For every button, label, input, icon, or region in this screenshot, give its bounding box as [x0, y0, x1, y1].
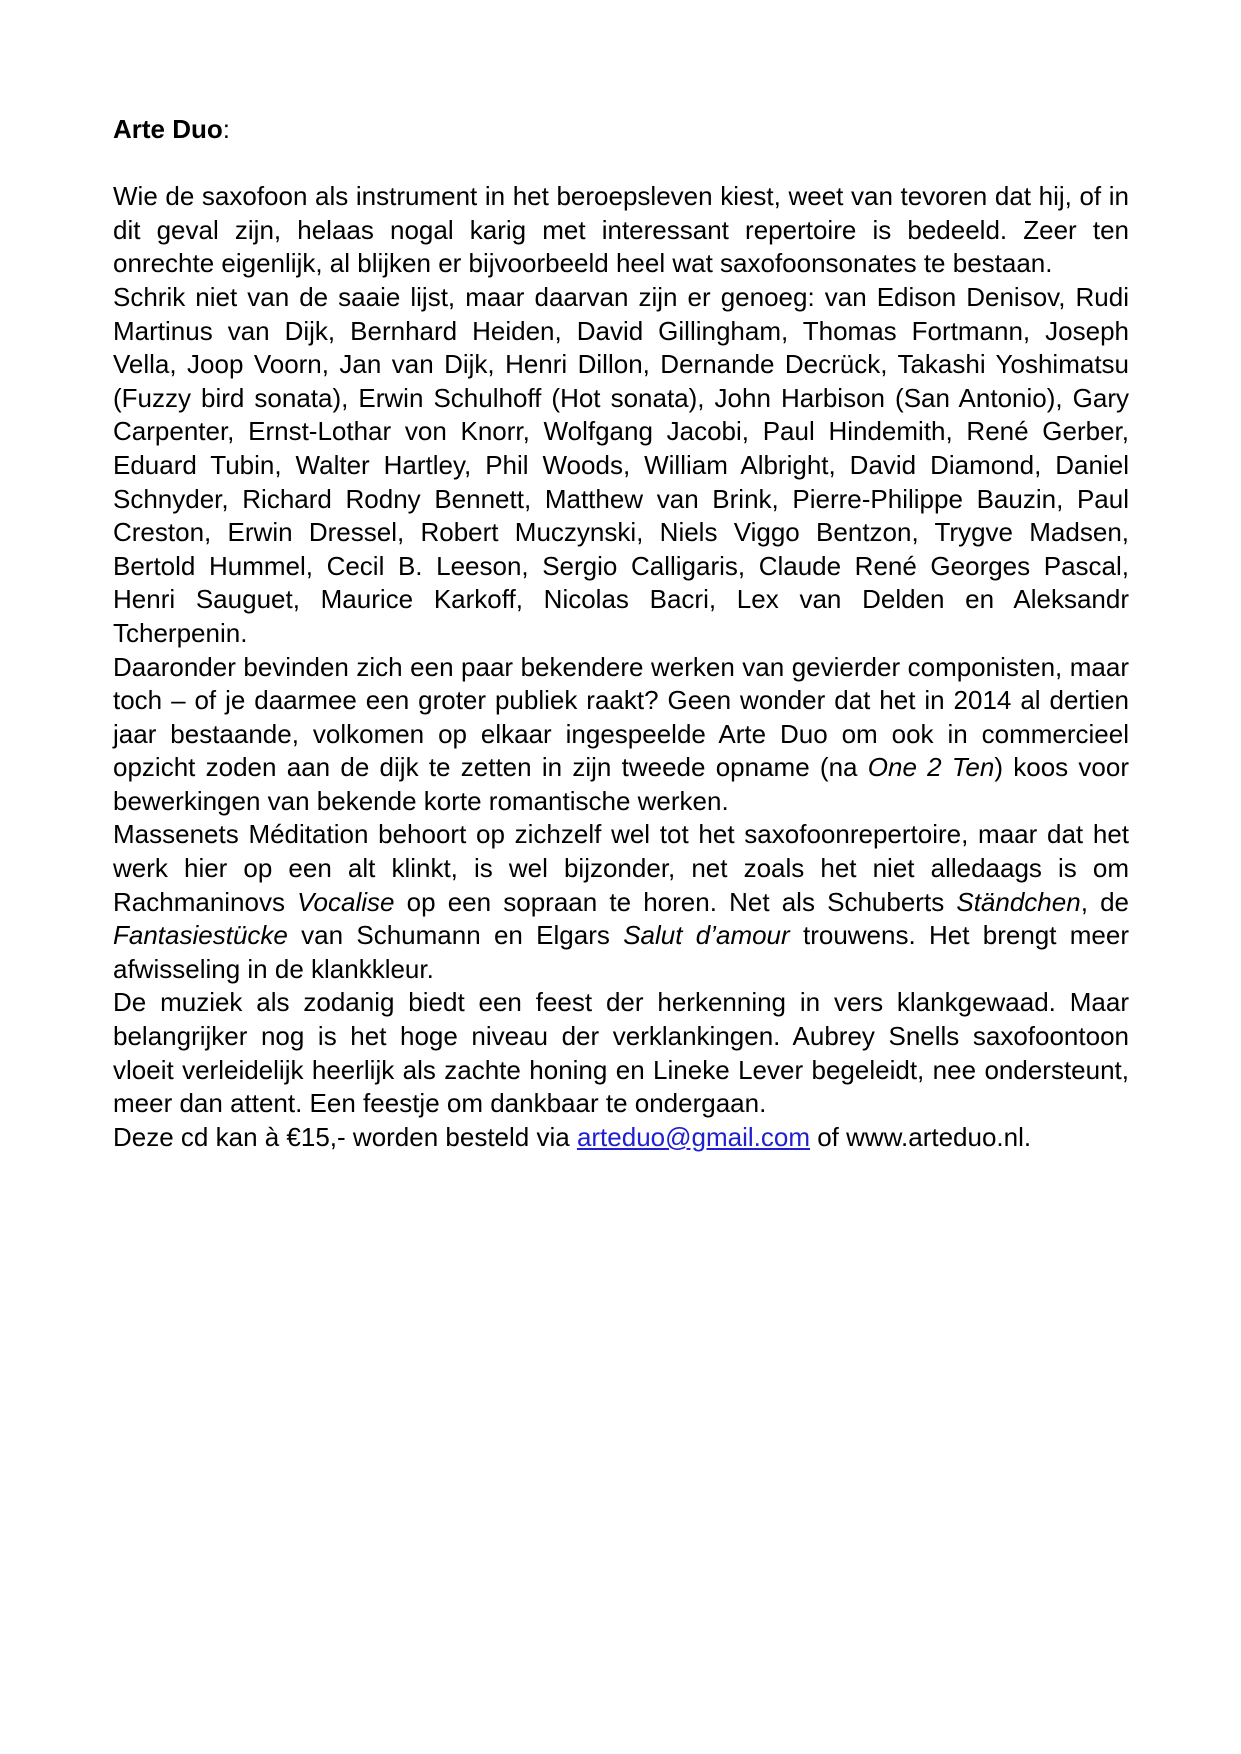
title-colon: :: [222, 114, 231, 144]
paragraph-composer-list: Schrik niet van de saaie lijst, maar daarvan zijn er genoeg: van Edison Denisov, Rudi Martinus van Dijk, Bernhard Heiden, David Gillingham, Thomas Fortmann, Joseph Vella, Joop Voorn, Jan van Dijk, Henri Dillon, Dernande Decrück, Takashi Yoshimatsu (Fuzzy bird sonata), Erwin Schulhoff (Hot sonata), John Harbison (San Antonio), Gary Carpenter, Ernst-Lothar von Knorr, Wolfgang Jacobi, Paul Hindemith, René Gerber, Eduard Tubin, Walter Hartley, Phil Woods, William Albright, David Diamond, Daniel Schnyder, Richard Rodny Bennett, Matthew van Brink, Pierre-Philippe Bauzin, Paul Creston, Erwin Dressel, Robert Muczynski, Niels Viggo Bentzon, Trygve Madsen, Bertold Hummel, Cecil B. Leeson, Sergio Calligaris, Claude René Georges Pascal, Henri Sauguet, Maurice Karkoff, Nicolas Bacri, Lex van Delden en Aleksandr Tcherpenin.: [113, 281, 1129, 648]
text-run: , de: [1080, 886, 1129, 917]
paragraph-review: De muziek als zodanig biedt een feest der herkenning in vers klankgewaad. Maar belangrijker nog is het hoge niveau der verklankingen. Aubrey Snells saxofoontoon vloeit verleidelijk heerlijk als zachte honing en Lineke Lever begeleidt, nee ondersteunt, meer dan attent. Een feestje om dankbaar te ondergaan.: [113, 987, 1129, 1119]
article-title: [113, 113, 1129, 147]
text-run: ) koos voor bewerkingen van bekende korte romantische werken.: [113, 752, 1130, 816]
work-title-vocalise: Vocalise: [297, 886, 395, 917]
work-title-fantasiestucke: Fantasiestücke: [113, 920, 288, 951]
work-title-salut-damour: Salut d’amour: [623, 920, 790, 951]
text-run: trouwens. Het brengt meer afwisseling in de klankkleur.: [113, 920, 1129, 984]
text-run: Massenets Méditation behoort op zichzelf wel tot het saxofoonrepertoire, maar dat het werk hier op een alt klinkt, is wel bijzonder, net zoals het niet alledaags is om Rachmaninovs: [113, 819, 1129, 917]
title-bold: Arte Duo: [113, 114, 223, 144]
text-run: Deze cd kan à €15,- worden besteld via: [113, 1121, 577, 1152]
text-run: van Schumann en Elgars: [287, 920, 624, 951]
work-title-standchen: Ständchen: [956, 886, 1081, 917]
document-page: [113, 113, 1129, 1154]
text-run: of www.arteduo.nl.: [810, 1121, 1032, 1152]
paragraph-intro: Wie de saxofoon als instrument in het beroepsleven kiest, weet van tevoren dat hij, of in dit geval zijn, helaas nogal karig met interessant repertoire is bedeeld. Zeer ten onrechte eigenlijk, al blijken er bijvoorbeeld heel wat saxofoonsonates te bestaan.: [113, 181, 1129, 279]
paragraph-repertoire: [113, 818, 1129, 986]
paragraph-arte-duo: [113, 651, 1129, 819]
email-link[interactable]: arteduo@gmail.com: [576, 1121, 810, 1152]
album-title: One 2 Ten: [867, 752, 995, 783]
text-run: Daaronder bevinden zich een paar bekendere werken van gevierder componisten, maar toch – of je daarmee een groter publiek raakt? Geen wonder dat het in 2014 al dertien jaar bestaande, volkomen op elkaar ingespeelde Arte Duo om ook in commercieel opzicht zoden aan de dijk te zetten in zijn tweede opname (na: [113, 651, 1129, 783]
paragraph-order-info: [113, 1121, 1129, 1155]
text-run: op een sopraan te horen. Net als Schuberts: [394, 886, 957, 917]
